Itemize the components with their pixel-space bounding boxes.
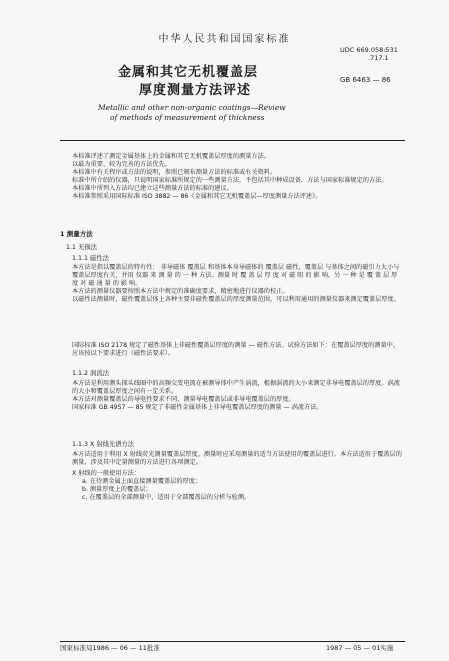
title-en-line-2: of methods of measurement of thickness	[110, 113, 265, 122]
title-divider	[60, 140, 405, 141]
magnetic-standard-block	[72, 342, 402, 358]
footer-divider	[60, 641, 405, 642]
body-paragraph: 国际标准 ISO 2178 规定了磁性基体上非磁性覆盖层厚度的测量 — 磁性方法。试验方法如下：在覆盖层厚度的测量中，应该按以下要求进行（磁性法要求）。	[72, 342, 400, 357]
intro-paragraph: 本标准评述了测定金属基体上的金属和其它无机覆盖层厚度的测量方法。	[72, 153, 270, 160]
body-paragraph: 本方法适用于利用 X 射线荧光测量覆盖层厚度。测量时应采用测量的适当方法使用的覆盖层进行。本方法适用于覆盖层的测量，涉及其中定量测量的方法进行各项测定。	[72, 451, 402, 466]
intro-paragraph: 本标准中有关程序或方法的说明，参照已颁布测量方法的标准或有关资料。	[72, 169, 277, 176]
eddy-method-block	[72, 380, 402, 412]
subsection-1-1-3-heading: 1.1.3 X 射线光谱方法	[72, 441, 135, 448]
approval-date: 国家标准局1986 — 06 — 11批准	[60, 644, 160, 652]
body-paragraph: X 射线的一般使用方法：	[72, 470, 141, 477]
subsection-1-1-1-heading: 1.1.1 磁性法	[72, 255, 109, 262]
body-paragraph: 本方法是利用测头探头线圈中的高频交变电流在被测导体中产生涡流，根据涡流的大小来测定非导电覆盖层的厚度。涡流的大小和覆盖层厚度之间有一定关系。	[72, 380, 400, 395]
intro-paragraph: 本标准参照采用国际标准 ISO 3882 — 86《金属和其它无机覆盖层—厚度测量方法评述》。	[72, 193, 322, 200]
gb-number: GB 6463 — 86	[340, 76, 391, 84]
udc-line-2: .717.1	[368, 54, 389, 62]
list-item: c. 在覆盖层的全部测量中，适用于全部覆盖层的分析与检测。	[82, 494, 251, 501]
udc-code	[340, 46, 398, 62]
section-1-heading: 1 测量方法	[60, 230, 93, 238]
implementation-date: 1987 — 05 — 01实施	[326, 644, 394, 652]
intro-paragraph: 以最为重要、较为完善的方法优先。	[72, 161, 171, 168]
list-item: b. 测量厚度上的覆盖层；	[82, 486, 152, 493]
intro-block	[72, 153, 402, 201]
udc-line-1: UDC 669.058:531	[340, 46, 398, 54]
standard-header: 中华人民共和国国家标准	[158, 34, 291, 45]
body-paragraph: 以磁性法测量时，磁性覆盖层体上各种主要非磁性覆盖层的厚度测量范围，可以利用通用的测量仪器来测定覆盖层厚度。	[72, 296, 400, 303]
magnetic-method-block	[72, 264, 402, 304]
xray-method-block	[72, 451, 402, 502]
body-paragraph: 本方法的测量仪器要按照本方法中规定的准确度要求，精密地进行仪器的校正。	[72, 288, 289, 295]
subsection-1-1-heading: 1.1 无损法	[66, 244, 97, 251]
subsection-1-1-2-heading: 1.1.2 涡流法	[72, 370, 109, 377]
title-en-line-1: Metallic and other non-organic coatings—Review	[98, 103, 286, 112]
intro-paragraph: 标准中所介绍的仪器，只说明国家标准所规定的一些测量方法，不包括其中种成设备，方法与国家标准规定的方法。	[72, 177, 388, 184]
body-paragraph: 本方法对测量覆盖层的导电性要求不同，测量导电覆盖层或非导电覆盖层的厚度。	[72, 396, 295, 403]
intro-paragraph: 本标准中所列入方法均已建立这些测量方法的标准的建议。	[72, 185, 233, 192]
title-zh-line-2: 厚度测量方法评述	[139, 83, 252, 98]
body-paragraph: 国家标准 GB 4957 — 85 规定了非磁性金属基体上非导电覆盖层厚度的测量 — 涡流方法。	[72, 404, 323, 411]
list-item: a. 在待测金属上面直接测量覆盖层的厚度；	[82, 478, 202, 485]
body-paragraph: 本方法是指以覆盖层的特有性： 非导磁体 覆盖层 和基体本身导磁体的 覆盖层 磁性，覆盖层 与基体之间的磁引力大小与覆盖层厚度有关，并用 仪器 来 测 量 的 一 种 方法。测量 时 覆 盖 层 厚 度 对 磁 阻 的 影 响，另 一 种 是 覆 盖 层 厚 度 对 磁 通 量 的 影 响。	[72, 264, 400, 287]
title-zh-line-1: 金属和其它无机覆盖层	[118, 65, 259, 80]
